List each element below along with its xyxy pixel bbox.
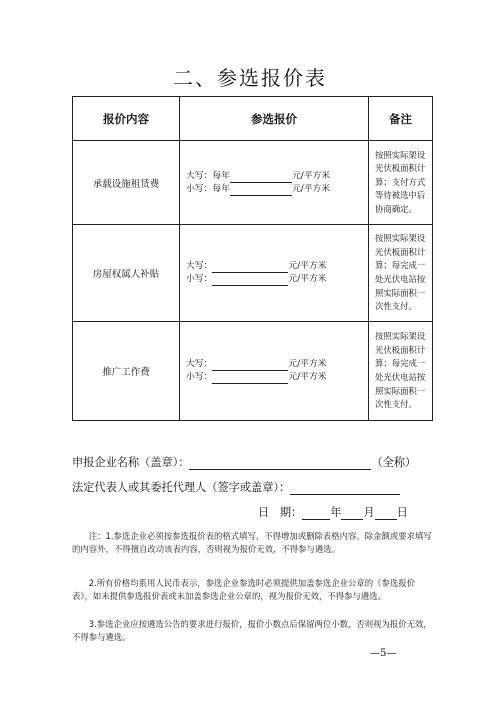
table-row	[73, 322, 433, 421]
price-lower-input[interactable]	[212, 275, 288, 286]
price-unit: 元/平方米	[288, 274, 327, 284]
month-label: 月	[363, 506, 375, 519]
day-label: 日	[396, 506, 408, 519]
note-1: 注：1.参选企业必须按参选报价表的格式填写，不得增加或删除表格内容。除金额或要求填写的内容外，不得擅自改动该表内容，否则视为报价无效，不得参与遴选。	[72, 531, 432, 554]
price-upper-input[interactable]	[212, 262, 288, 273]
table-header-row	[73, 97, 433, 141]
price-unit: 元/平方米	[288, 261, 327, 271]
date-line	[258, 504, 408, 520]
quote-table	[72, 96, 433, 421]
price-line-lower	[186, 183, 368, 196]
company-name-label: 申报企业名称（盖章）：	[72, 456, 190, 469]
representative-input[interactable]	[290, 482, 400, 495]
company-name-line	[72, 454, 416, 470]
price-label: 小写：	[186, 274, 213, 284]
price-line-lower	[186, 273, 368, 286]
remark-cell: 按照实际架设光伏板面积计算；支付方式等待被选中后协商确定。	[369, 141, 433, 225]
page-title: 二、参选报价表	[173, 66, 327, 90]
representative-line	[72, 479, 400, 495]
price-lower-input[interactable]	[212, 373, 288, 384]
month-input[interactable]	[341, 507, 363, 520]
price-lower-input[interactable]	[230, 185, 292, 196]
remark-cell: 按照实际架设光伏板面积计算；每完成一处光伏电站按照实际面积一次性支付。	[369, 225, 433, 322]
price-label: 小写：	[186, 372, 213, 382]
price-cell	[180, 225, 369, 322]
company-name-input[interactable]	[189, 457, 371, 470]
price-label: 大写：每年	[186, 170, 230, 181]
header-price: 参选报价	[180, 97, 369, 141]
price-cell	[180, 322, 369, 421]
year-label: 年	[330, 506, 342, 519]
company-name-suffix: （全称）	[371, 456, 417, 469]
header-remark: 备注	[369, 97, 433, 141]
price-cell	[180, 141, 369, 225]
price-unit: 元/平方米	[288, 372, 327, 382]
row-name: 推广工作费	[73, 322, 180, 421]
note-2: 2.所有价格均系用人民币表示，参选企业参选时必须提供加盖参选企业公章的《参选报价表》，如未提供参选报价表或未加盖参选企业公章的，视为报价无效，不得参与遴选。	[72, 578, 416, 601]
price-line-upper	[186, 358, 368, 371]
year-input[interactable]	[302, 507, 330, 520]
row-name: 承载设施租赁费	[73, 141, 180, 225]
representative-label: 法定代表人或其委托代理人（签字或盖章）：	[72, 481, 291, 494]
price-unit: 元/平方米	[292, 170, 331, 181]
table-row	[73, 141, 433, 225]
price-upper-input[interactable]	[212, 360, 288, 371]
note-3: 3.参选企业应按遴选公告的要求进行报价，报价小数点后保留两位小数，否则视为报价无效，不得参与遴选。	[72, 619, 432, 642]
header-content: 报价内容	[73, 97, 180, 141]
table-row	[73, 225, 433, 322]
remark-cell: 按照实际架设光伏板面积计算；每完成一处光伏电站按照实际面积一次性支付。	[369, 322, 433, 421]
page-number: —5—	[370, 648, 397, 659]
price-line-lower	[186, 371, 368, 384]
price-label: 大写：	[186, 261, 213, 271]
price-label: 小写：每年	[186, 183, 230, 194]
price-upper-input[interactable]	[230, 172, 292, 183]
row-name: 房屋权属人补贴	[73, 225, 180, 322]
price-unit: 元/平方米	[288, 359, 327, 369]
price-label: 大写：	[186, 359, 213, 369]
price-line-upper	[186, 260, 368, 273]
day-input[interactable]	[375, 507, 397, 520]
date-label: 日 期：	[258, 506, 303, 519]
price-line-upper	[186, 170, 368, 183]
price-unit: 元/平方米	[292, 183, 331, 194]
